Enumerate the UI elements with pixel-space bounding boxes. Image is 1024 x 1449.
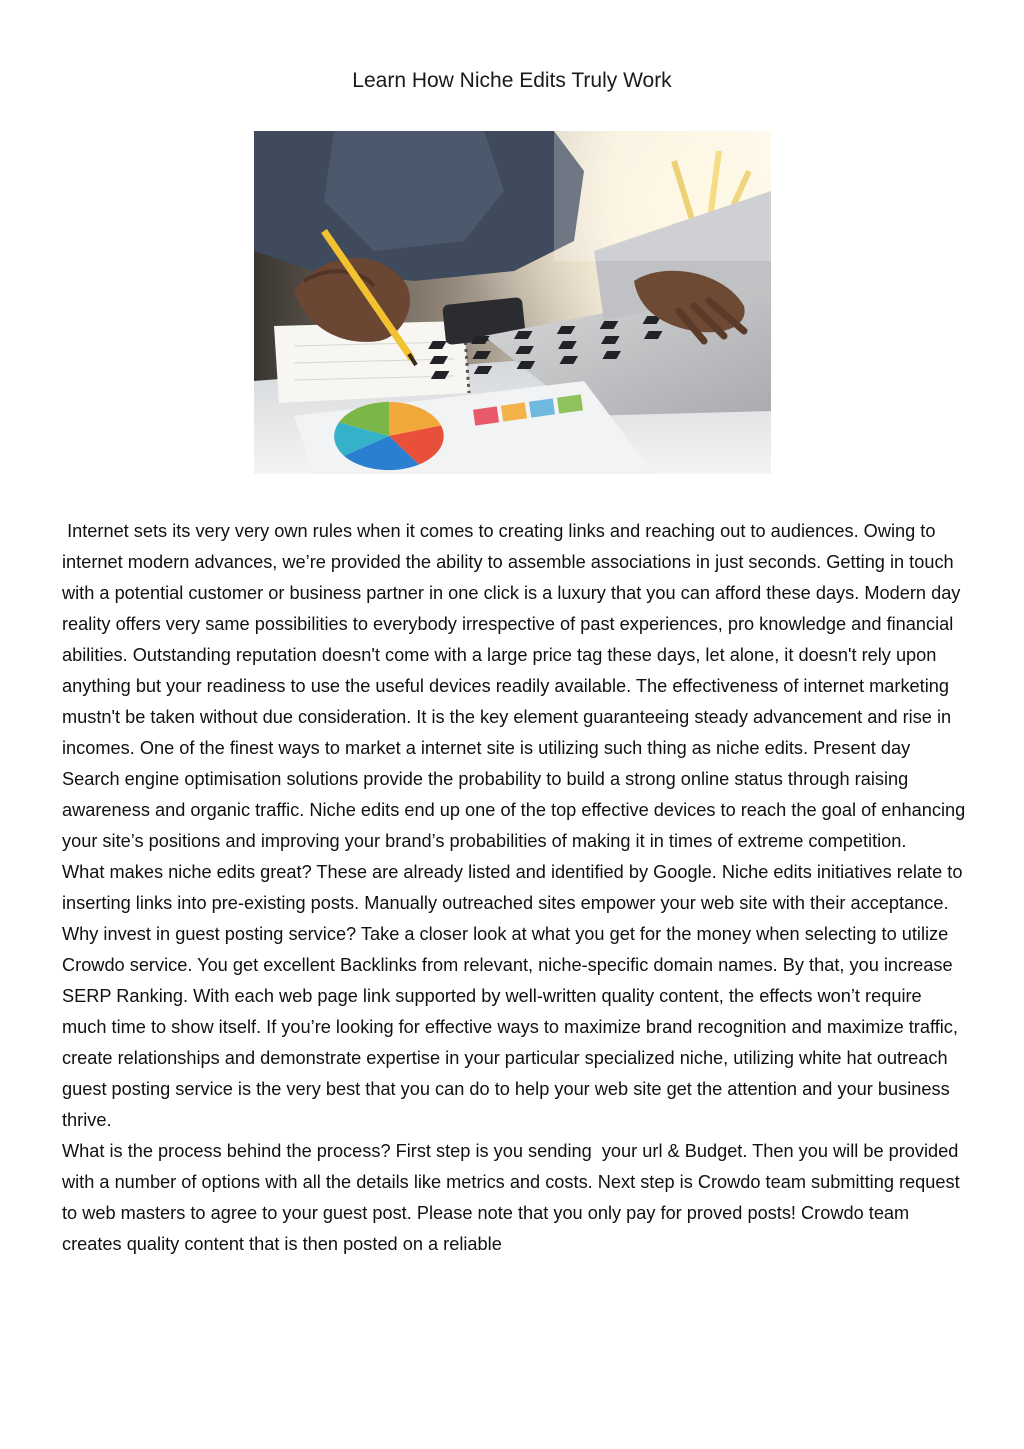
office-desk-illustration: [254, 131, 771, 474]
page-title: Learn How Niche Edits Truly Work: [352, 69, 672, 92]
paragraph-2: What makes niche edits great? These are already listed and identified by Google. Niche edits initiatives relate to inserting links into pre-existing posts. Manually outreached sites empower your web site with their acceptance. Why invest in guest posting service? Take a closer look at what you get for the money when selecting to utilize Crowdo service. You get excellent Backlinks from relevant, niche-specific domain names. By that, you increase SERP Ranking. With each web page link supported by well-written quality content, the effects won’t require much time to show itself. If you’re looking for effective ways to maximize brand recognition and maximize traffic, create relationships and demonstrate expertise in your particular specialized niche, utilizing white hat outreach guest posting service is the very best that you can do to help your web site get the attention and your business thrive.: [62, 862, 968, 1130]
paragraph-1: Internet sets its very very own rules when it comes to creating links and reaching out to audiences. Owing to internet modern advances, we’re provided the ability to assemble associations in just seconds. Getting in touch with a potential customer or business partner in one click is a luxury that you can afford these days. Modern day reality offers very same possibilities to everybody irrespective of past experiences, pro knowledge and financial abilities. Outstanding reputation doesn't come with a large price tag these days, let alone, it doesn't rely upon anything but your readiness to use the useful devices readily available. The effectiveness of internet marketing mustn't be taken without due consideration. It is the key element guaranteeing steady advancement and rise in incomes. One of the finest ways to market a internet site is utilizing such thing as niche edits. Present day Search engine optimisation solutions provide the probability to build a strong online status through raising awareness and organic traffic. Niche edits end up one of the top effective devices to reach the goal of enhancing your site’s positions and improving your brand’s probabilities of making it in times of extreme competition.: [62, 521, 971, 851]
paragraph-3: What is the process behind the process? First step is you sending your url & Budget. Then you will be provided with a number of options with all the details like metrics and costs. Next step is Crowdo team submitting request to web masters to agree to your guest post. Please note that you only pay for proved posts! Crowdo team creates quality content that is then posted on a reliable: [62, 1141, 965, 1254]
article-body: [62, 516, 970, 1260]
hero-image: [254, 131, 771, 474]
